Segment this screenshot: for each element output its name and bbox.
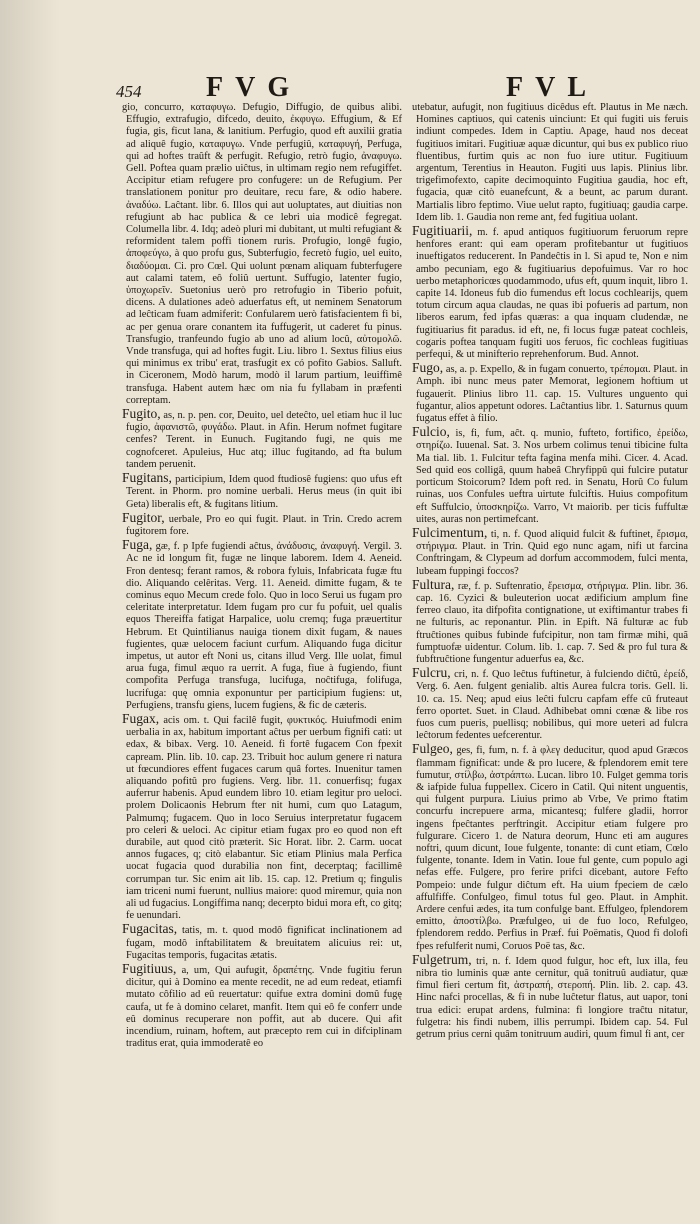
dictionary-entry	[412, 426, 688, 526]
left-running-head: FVG	[206, 72, 302, 103]
dictionary-entry	[122, 509, 402, 538]
left-column	[122, 100, 402, 1202]
entry-body: a, um, Qui aufugit, δραπέτης. Vnde fugitiu ferun dicitur, qui à Domino ea mente recedit, ne ad eum redeat, etiamfi mutato côfilio ad eû reuertatur: quifue extra domini domû fugę caufa, ut fe à domino celaret, manfit. Item qui eô fe conferr unde eû dominus recuperare non poffit, aut ab ducere. Qui afit incendium, ruinam, hoftem, aut præcepto rem cui in difciplinam traditus erat, quia immoderatê eo	[126, 965, 402, 1050]
dictionary-entry	[412, 225, 688, 361]
entry-headword: Fugo,	[412, 360, 444, 376]
dictionary-entry	[122, 472, 402, 511]
dictionary-entry	[412, 667, 688, 742]
dictionary-entry	[412, 743, 688, 952]
entry-body: tatis, m. t. quod modô fignificat inclinationem ad fugam, modô inftabilitatem & breuitatem alicuius rei: ut, Fugacitas temporis, fugacitas ætatis.	[126, 925, 402, 961]
entry-headword: Fugitiuarii,	[412, 223, 473, 239]
entry-headword: Fugito,	[122, 406, 161, 422]
entry-body: acis om. t. Qui facilê fugit, φυκτικός. Huiufmodi enim uerbalia in ax, habitum important aĉtus per uerbum fignifi cati: ut edax, & bibax. Verg. 10. Aeneid. fi fortê fugacem Con fpexit capream. Plin. lib. 10. cap. 23. Tribuit hoc aulum genere ri natura ut fœcundiores effent fugaces carum quâ fortes. Inuenitur tamen aliquando pofitû pro fugiens. Verg. libr. 11. conuerfisq; fugax auferrur habenis. Apud eundem libro 10. etiam legitur pro ueloci. prolem Dolicaonis Hebrum fter nit humi, cum quo Latagum, Palmumq; fugacem. Quo in loco Seruius interpretatur fugacem pro celeri & ueloci. Ac cipitur etiam fugax pro eo quod non eft durabile, aut quod citò præterit. Sic Horat. libr. 2. Carm. uocat annos fugaces, q; citò elabantur. Sic etiam Plinius mala Perfica uocat fugacia quod durabilia non fint, decerptaq; facillimê corrumpan tur. Sic enim ait lib. 15. cap. 12. Pretium q; fingulis iam triceni numi fuerunt, nullius maiore: quod miremur, quia non ali ud fugacius. Longiffima nanq; decerpto bidui mora eft, co gitq; fe uenundari.	[126, 714, 402, 922]
entry-body: tri, n. f. Idem quod fulgur, hoc eft, lux illa, feu nibra tio luminis quæ ante cernitur, quã tonitruû audiatur, quæ fimul fieri certum fit, ἀστραπή, στεροπή. Plin. lib. 2. cap. 43. Hinc nafci procellas, & fi in nube luĉtetur flatus, aut uapor, toni trua edici: erupat ardens, fulmina: fi longiore traĉtu nitatur, fulgetra: his findi nubem, illis perrumpi. Ibidem cap. 54. Ful getrum prius cerni quâm tonitruum audiri, quum fimul fi ant, cer	[416, 955, 688, 1041]
entry-headword: Fugitor,	[122, 509, 165, 525]
right-column	[412, 100, 688, 1202]
entry-body: ræ, f. p. Suftenratio, ἔρεισμα, στήριγμα. Plin. libr. 36. cap. 16. Cyzici & buleuterion uocat ædificium amplum fine ferreo clauo, ita difpofita contignatione, ut exiftimantur trabes fi ne fulturis, ac reponantur. Plin. in Epift. Nã fulturæ ac fub ftruĉtiones quibus fubinde fufcipitur, non tam firmæ mihi, quã fumptuofæ uidentur. Colum. lib. 1. cap. 7. Sed & pro ful tura & fubftruĉtione fungentur aduerfus ea, &c.	[416, 580, 688, 665]
entry-headword: Fulgetrum,	[412, 951, 472, 967]
entry-body: as, n. p. pen. cor, Deuito, uel deteĉto, uel etiam huc il luc fugio, ἀφανιστῶ, φυγάδω. Plaut. in Afin. Herum nofmet fugitare cenfes? Terent. in Eunuch. Fugitando fugi, ne quis me cognofceret. Apuleius, Huc atq; illuc fugitando, ad fta bulum tandem peruenit.	[126, 410, 402, 470]
entry-headword: Fuga,	[122, 537, 153, 553]
entry-body: is, fi, fum, aĉt. q. munio, fufteto, fortifico, ἐρείδω, στηρίζω. Iuuenal. Sat. 3. Nos urbem colimus tenui tibicine fulta Ma tial. lib. 1. Fulcitur tefta fagina menfa mihi. Cicer. 4. Acad. Sed quid eos colligâ, quum habeâ Chryfippû qui fulcire putatur porticum Stoicorum? Idem poft red. in Senatu, Horû Co fulum ruinas, uos Confules ueftra uirtute fulciftis. Huius compofitum eft Suffulcio, ὑποσκηρίζω. Varro, Vt maiorib. per ticis fuffultæ uites, auras non pertimefcant.	[416, 428, 688, 525]
dictionary-entry	[412, 951, 688, 1041]
dictionary-entry	[122, 100, 402, 407]
entry-body: participium, Idem quod ftudiosê fugiens: quo ufus eft Terent. in Phorm. pro nomine uerbali. Herus meus (in quit ibi Geta) liberalis eft, & fugitans litium.	[126, 474, 402, 510]
dictionary-entry	[412, 524, 688, 578]
dictionary-entry	[122, 408, 402, 471]
dictionary-entry	[122, 710, 402, 922]
entry-headword: Fugitans,	[122, 470, 172, 486]
entry-headword: Fulcimentum,	[412, 524, 488, 540]
entry-body: ti, n. f. Quod aliquid fulcit & fuftinet, ἔρισμα, στήριγμα. Plaut. in Trin. Quid ego nunc agam, nifi ut farcina Conftringam, & Clypeum ad dorfum accommodem, fulci menta, lubeam fuppingi foccos?	[416, 528, 688, 577]
dictionary-entry	[122, 923, 402, 962]
page-header	[0, 60, 700, 103]
dictionary-entry	[412, 576, 688, 666]
gutter-shadow	[0, 0, 60, 1224]
entry-body: gæ, f. p Ipfe fugiendi aĉtus, ἀνάδυσις, ἀναφυγή. Vergil. 3. Ac ne id longum fit, fugæ ne linque laborem. Idem 4. Aeneid. Fron dentesq; ferant ramos, & robora fyluis, Infabricata fugæ ftu dio. Aliquando celêritas. Verg. 11. Aeneid. dimitte fugam, & te cominus equo Mecum crede folo. Quo in loco Serui us fugam pro celeritate interpretatur. Idem fugam pro cur fu pofuit, uel qualis equos Thereiffa fatigat Harpalice, uolu cremq; fuga præuertitur Hebrum. Et Quintilianus nauiga tionem dixit fugam, & naues fugientes, quæ uelocem faciunt curfum. Aliquando fuga dicitur impetus, ut autor eft Noni us, citans illud Verg. Ille uolat, fimul arua fuga, fimul æquo ra uerrit. A fuga, fiue à fugiendo, fiunt compofita Perfuga transfuga, lucifuga, noĉtifuga, folifuga, lucrifuga: quę omnia exponuntur per participium fugiens: ut, Perfugiens, transfu giens, lucem fugiens, & fic de cæteris.	[126, 541, 402, 711]
entry-body: utebatur, aufugit, non fugitiuus dicêdus eft. Plautus in Me næch. Homines captiuos, qui catenis uinciunt: Et qui fugiti uis feruis indiunt compedes. Idem in Captiu. Apage, haud nos deceat fugitiuos imitari. Fugitiuæ aquæ dicuntur, qui bus ex publico riuo fluentibus, furtim quis ac non fuo iure utitur. Fugitiuum argentum, Terentius in Heauton. Fugiti uus lapis. Plinius libr. trigefimofexto, capite decimoquinto Fugitiua gaudia, hoc eft, fugacia, quæ citò euanefcunt, & a beunt, ac parum durant. Martialis libro feptimo. Viue uelut rapto, fugitiuaq; gaudia carpe. Idem lib. 1. Gaudia non reme ant, fed fugitiua uolant.	[412, 102, 688, 223]
entry-headword: Fulcru,	[412, 665, 451, 681]
entry-headword: Fugitiuus,	[122, 961, 177, 977]
entry-headword: Fulcio,	[412, 424, 450, 440]
entry-body: ges, fi, fum, n. f. à φλεγ deducitur, quod apud Græcos flammam fignificat: unde & pro lucere, & fplendorem emit tere fumutur, στίλβω, ἀστράπτω. Lucan. libro 10. Fulget gemma toris & iafpide fulua fuppellex. Cicero in Catil. Qui nitent unguentis, qui fulgent purpura. Liuius primo ab Vrbe, Ve primo ftatim concurfu increpuere arma, micantesq; fulfere gladii, horror ingens fpeĉtantes perftringit. Accipitur etiam fulgere pro fulgurare. Cicero 1. de Natura deorum, Hunc eti am augures noftri, quum dicunt, Ioue fulgente, tonante: di cunt etiam, Cœlo fulgente, tonante. Idem in Vatin. Ioue ful gente, cum populo agi nefas effe. Fulgere, pro ferire prifci dicebant, autore Fefto Pompeio: unde fulgur diĉtum eft. Ha uium fpeciem de cælo affulfiffe. Confulgeo, fimul totus ful geo. Plaut. in Amphit. Ardere cenfui ædes, ita tum confulge bant. Effulgeo, fplendorem emitto, ἀποστίλβω. Præfulgeo, ui de fuo loco, Refulgeo, fplendorem reddo. Perfius in Præf. fui Poëmatis, Quod fi dolofi fpes refulferit numi, Coruos Poë tas, &c.	[416, 745, 688, 952]
entry-headword: Fulgeo,	[412, 741, 453, 757]
dictionary-entry	[412, 362, 688, 425]
right-running-head: FVL	[506, 72, 598, 103]
dictionary-entry	[122, 539, 402, 712]
dictionary-entry	[122, 963, 402, 1050]
entry-body: as, a. p. Expello, & in fugam conuerto, τρέπομαι. Plaut. in Amph. ibi nunc meus pater Memorat, legionem hoftium ut fugauerit. Plinius libro 11. cap. 15. Vultures unguento qui fugantur, alios appetunt odores. Laĉtantius libr. 1. Saturnus quum fugatus effet à filio.	[416, 364, 688, 425]
entry-body: uerbale, Pro eo qui fugit. Plaut. in Trin. Credo acrem fugitorem fore.	[126, 513, 402, 537]
dictionary-entry	[412, 100, 688, 224]
entry-body: gio, concurro, καταφυγω. Defugio, Diffugio, de quibus alibi. Effugio, extrafugio, difcedo, deuito, ἐκφυγω. Effugium, & Ef fugia, gis, ficut lana, & lanitium. Perfugio, quod eft auxilii gratia ad aliquê fugio, καταφυγω. Vnde perfugiû, καταφυγή, Perfuga, qui ad hoftes traûft & perfugit. Refugio, retrò fugio, ἀναφυγω. Gell. Poftea quam prælio uiĉtus, in ultimam regio nem refugiffet. Accipitur etiam refugere pro confugere: un de Refugium. Per translationem ponitur pro deuitare, recu fare, & odio habere. ἀναδύω. Laĉtant. libr. 6. Illos qui aut uoluptates, aut diuitias non refugiunt ab hac publica & ce lebri uia modicê fegregat. Columella libr. 4. Idq; adeò pluri mi dubitant, ut multi refugiant & reformident talem poffi tionem ruris. Profugio, longê fugio, ἀποφεύγω, à quo profu gus, Subterfugio, fecretò fugio, uel euito, διαδύομαι. Ci. pro Cœl. Qui uolunt pœnam aliquam fubterfugere aut calami tatem, eô foliû uertunt. Suffugio, latenter fugio, ὑποχωρεῖν. Suetonius uerò pro retrofugio in Tiberio pofuit, dicens. A dulationes adeò aduerfatus eft, ut neminem Senatorum ad leĉticam fuam admiferit: Confularem uerò fatisfacientem fi bi, ac per genua orare conantem ita fuffugerit, ut caderet fu pinus. Transfugio, tranfeundo fugio ab uno ad alium locû, αὐτομολῶ. Vnde transfuga, qui ad hoftes fugit. Liu. libro 1. Sextus filius eius qui minimus ex tribu' erat, trasfugit ex có pofito Gabios. Salluft. in Ciceronem, Modò harum, modò il larum partium, leuiffimê transfuga. Habent autem hæc om nia fu fyllabam in præfenti correptam.	[122, 102, 402, 406]
entry-headword: Fugax,	[122, 710, 160, 726]
entry-headword: Fultura,	[412, 576, 455, 592]
page-number: 454	[116, 82, 142, 101]
entry-headword: Fugacitas,	[122, 921, 178, 937]
entry-body: m. f. apud antiquos fugitiuorum feruorum repre henfores erant: qui eam operam profitebantur ut fugitiuos inueftigatos reducerent. In Pandeĉtis in l. Si apud te, Non e nim ambo pecuniam, ego & fugitiuarius depofuimus. Var ro hoc uerbo metaphoricœs quodammodo, ufus eft, quum inquit, libro 1. capite 14. Idoneus fub dio fumendus eft locus cochlearijs, quem totum circum aqua claudas, ne quas ibi pofueris ad partum, non liberos earum, fed ipfas quæras: a qua inquam cludendæ, ne fugitiuarius fit paradus. id eft, ne, fi locus fugæ pateat cochleis, cogaris poftea tanquam fugiti uos feruos, fic cochleas fugitiuas perfequi, & ut minifterio reprehenforum. Bud. Annot.	[416, 227, 688, 361]
entry-body: cri, n. f. Quo leĉtus fuftinetur, à fulciendo diĉtû, ἐρείδ, Verg. 6. Aen. fulgent genialib. altis Aurea fulcra toris. Gell. li. 10. ca. 15. Neq; apud eius leĉti fulcru capfam effe cû fruteaut ferro oportet. Suet. in Claud. Adhibebat omni cœnæ & libe ros fuos cum pueris, puellisq; nobilibus, qui more ueteri ad fulcra leĉtorum fedentes uefcerentur.	[416, 669, 688, 742]
